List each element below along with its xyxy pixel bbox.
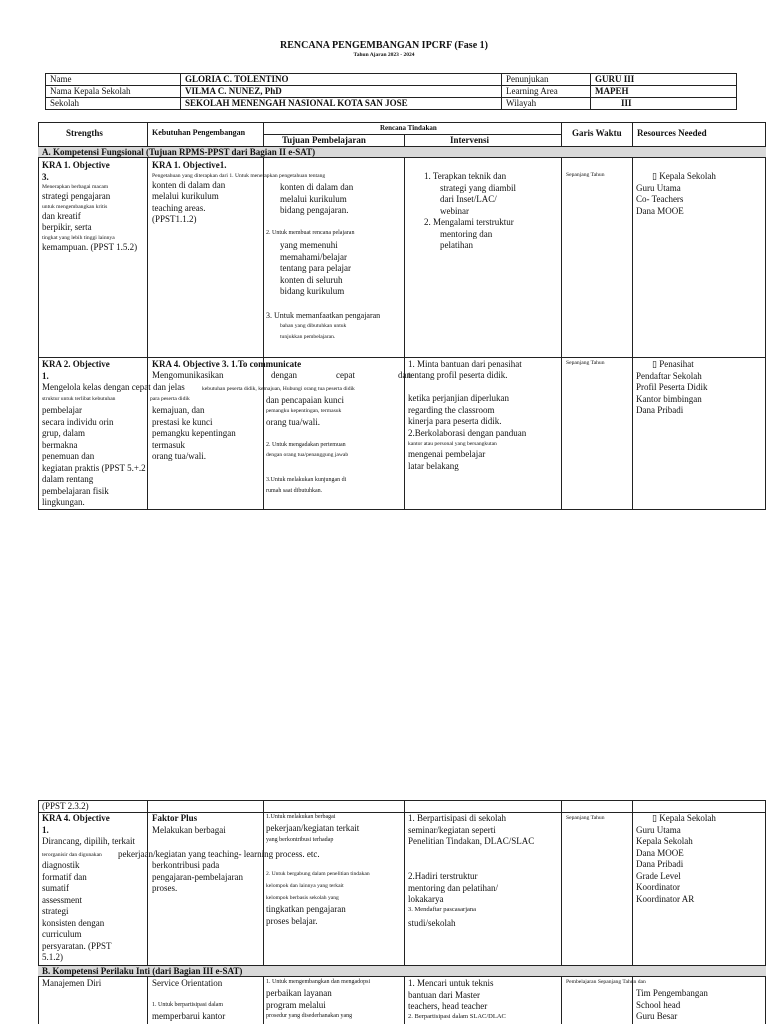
row3-needs-line: berkontribusi pada [152, 860, 220, 870]
row1-resources-line: Co- Teachers [636, 194, 684, 204]
row3-strengths-line: pekerjaan/kegiatan yang teaching- learning process. etc. [118, 849, 320, 859]
row4-goal-line: prosedur yang disederhanakan yang [266, 1013, 353, 1019]
row1-intervention-line: mentoring dan [440, 228, 493, 239]
row3-resources-line: Dana MOOE [636, 847, 684, 858]
row1-needs-line: (PPST1.1.2) [152, 214, 197, 224]
row3-strengths-line: Dirancang, dipilih, terkait [42, 836, 135, 846]
row1-goal-line: tentang para pelajar [280, 263, 351, 273]
document-subtitle: Tahun Ajaran 2023 - 2024 [353, 52, 415, 58]
row3-resources-line: Kepala Sekolah [636, 836, 693, 846]
row3-intervention-line: studi/sekolah [408, 918, 456, 928]
row1-resources-line: Dana MOOE [636, 205, 684, 216]
name-label: Name [46, 74, 181, 86]
row2-resources-line: Pendaftar Sekolah [636, 370, 702, 381]
document-page-2 [0, 796, 768, 1024]
row4-goal-line: 1. Untuk mengembangkan dan mengadopsi [266, 979, 371, 985]
row4-resources [636, 988, 708, 1023]
row2-needs-line: dengan [271, 370, 297, 380]
row1-intervention-line: strategi yang diambil [440, 182, 516, 193]
row3-strengths-line: terorganisir dan digunakan [42, 852, 102, 858]
row2-goal-line: rumah saat dibutuhkan. [266, 488, 323, 494]
row2-goal-line: dan pencapaian kunci [266, 395, 344, 405]
row1-strengths [42, 160, 137, 253]
row2-needs-line: kemajuan, dan [152, 405, 205, 415]
region-value: III [591, 98, 737, 110]
row2-resources-line: Dana Pribadi [636, 405, 684, 415]
row3-goal-rest [266, 904, 346, 927]
row3-needs-rest [152, 860, 243, 895]
row3-goal-line: yang berkontribusi terhadap [266, 837, 334, 843]
row3-intervention-line: Penelitian Tindakan, DLAC/SLAC [408, 836, 535, 846]
row3-strengths-line: assessment [42, 894, 82, 905]
row3-needs-line: Melakukan berbagai [152, 824, 226, 835]
row2-strengths-line: grup, dalam [42, 428, 85, 438]
row3-goal-line: tingkatkan pengajaran [266, 904, 346, 914]
row2-needs-line: orang tua/wali. [152, 451, 206, 461]
row1-intervention-line: 1. Terapkan teknik dan [424, 171, 507, 181]
row2-intervention-2 [408, 449, 485, 472]
row4-resources-line: School head [636, 999, 681, 1010]
row3-resources-line: Guru Utama [636, 824, 681, 835]
row3-goal-line: pekerjaan/kegiatan terkait [266, 823, 360, 833]
row3-timeline: Sepanjang Tahun [566, 815, 605, 821]
row2-strengths-line: kegiatan praktis (PPST 5.+.2 [42, 462, 146, 473]
row3-intervention-line: 2.Hadiri terstruktur [408, 871, 478, 881]
row1-goal-line: yang memenuhi [280, 240, 338, 250]
section-a-heading: A. Kompetensi Fungsional (Tujuan RPMS-PPST dari Bagian II e-SAT) [38, 146, 766, 158]
row1-needs-line: melalui kurikulum [152, 191, 219, 201]
row1-intervention-line: dari Inset/LAC/ [440, 194, 497, 204]
row3-resources-line: Grade Level [636, 870, 681, 881]
area-label: Learning Area [502, 86, 591, 98]
row3-strengths-line: curriculum [42, 929, 82, 939]
row4-needs-line: 1. Untuk berpartisipasi dalam [152, 1002, 223, 1008]
row1-goal-line: konten di dalam dan [280, 182, 354, 192]
row2-goal-line: 3.Untuk melakukan kunjungan di [266, 477, 347, 483]
row4-intervention-line: 1. Mencari untuk teknis [408, 978, 494, 988]
row1-strengths-num: 3. [42, 171, 49, 182]
row2-resources-line: Profil Peserta Didik [636, 382, 708, 392]
row2-intervention-line: tentang profil peserta didik. [408, 370, 508, 380]
row2-strengths-line: struktur untuk terlibat kebutuhan [42, 396, 116, 402]
header-resources: Resources Needed [637, 128, 707, 138]
row1-needs-line: konten di dalam dan [152, 179, 226, 190]
region-label: Wilayah [502, 98, 591, 110]
row2-strengths-line: Mengelola kelas dengan cepat dan jelas [42, 382, 185, 392]
row3-strengths-line: strategi [42, 906, 69, 916]
row3-resources-line: Dana Pribadi [636, 859, 684, 869]
row2-strengths-line: dalam rentang [42, 474, 94, 484]
row1-strengths-line: dan kreatif [42, 210, 81, 221]
row4-strengths: Manajemen Diri [42, 978, 102, 988]
row4-intervention-line: teachers, head teacher [408, 1001, 488, 1011]
row2-strengths-line: kebutuhan peserta didik, kemajuan, Hubungi orang tua peserta didik [202, 386, 355, 392]
row1-strengths-line: Menerapkan berbagai macam [42, 184, 109, 190]
header-strengths: Strengths [66, 128, 103, 138]
row1-strengths-line: strategi pengajaran [42, 191, 111, 201]
row2-strengths-line: secara individu orin [42, 416, 114, 427]
header-needs: Kebutuhan Pengembangan [152, 128, 246, 137]
row3-needs-line: pengajaran-pembelajaran [152, 871, 243, 882]
row3-intervention-line: 3. Mendaftar pascasarjana [408, 906, 477, 913]
row4-intervention [408, 978, 493, 1013]
row2-strengths-line: para peserta didik [150, 396, 190, 402]
row1-resources-line: ▯ Kepala Sekolah [652, 171, 716, 181]
row2-strengths-title: KRA 2. Objective [42, 359, 110, 369]
row2-strengths-rest [42, 405, 146, 509]
school-value: SEKOLAH MENENGAH NASIONAL KOTA SAN JOSE [181, 98, 502, 110]
row3-strengths-num: 1. [42, 824, 49, 835]
row2-intervention [408, 393, 526, 439]
row1-goal-2 [280, 240, 351, 298]
row4-resources-line: Tim Pengembangan [636, 988, 708, 998]
row1-timeline: Sepanjang Tahun [566, 172, 605, 178]
row2-needs-title: KRA 4. Objective 3. 1.To communicate [152, 359, 302, 369]
row3-resources [636, 813, 716, 905]
header-intervention: Intervensi [450, 135, 489, 145]
row3-needs-line: proses. [152, 883, 178, 893]
head-label: Nama Kepala Sekolah [46, 86, 181, 98]
row2-resources-line: Kantor bimbingan [636, 393, 702, 404]
row1-strengths-line: berpikir, serta [42, 222, 92, 232]
row1-strengths-line: tingkat yang lebih tinggi lainnya [42, 234, 115, 241]
row1-resources-line: Guru Utama [636, 182, 681, 193]
row2-goal-line: orang tua/wali. [266, 417, 320, 427]
row3-goal-line: 1.Untuk melakukan berbagai [266, 814, 336, 820]
row2-strengths-line: lingkungan. [42, 497, 85, 507]
row3-strengths [42, 813, 135, 848]
row1-strengths-title: KRA 1. Objective [42, 160, 110, 170]
row4-needs-line: Service Orientation [152, 978, 223, 988]
row3-intervention [408, 813, 534, 848]
school-label: Sekolah [46, 98, 181, 110]
row4-timeline: Pembelajaran Sepanjang Tahun dan [566, 979, 646, 985]
row3-intervention-line: lokakarya [408, 894, 444, 904]
row1-goal-line: 2. Untuk membuat rencana pelajaran [266, 230, 355, 236]
row3-strengths-line: konsisten dengan [42, 917, 105, 928]
row3-goal-line: proses belajar. [266, 915, 318, 926]
row2-intervention-line: 1. Minta bantuan dari penasihat [408, 359, 522, 369]
row1-intervention-line: webinar [440, 205, 469, 216]
row4-goal-line: program melalui [266, 1000, 326, 1010]
row1-resources [636, 171, 716, 217]
position-value: GURU III [591, 74, 737, 86]
row3-intervention-2 [408, 871, 498, 906]
header-timeline: Garis Waktu [572, 128, 622, 138]
document-title: RENCANA PENGEMBANGAN IPCRF (Fase 1) [280, 40, 488, 51]
row3-resources-line: Koordinator AR [636, 893, 695, 904]
row2-intervention-line: regarding the classroom [408, 404, 495, 415]
row1-strengths-line: kemampuan. (PPST 1.5.2) [42, 241, 138, 252]
row1-goal [280, 182, 353, 217]
row2-goal-line: dengan orang tua/penanggung jawab [266, 452, 349, 458]
row1-goal-line: konten di seluruh [280, 274, 343, 285]
row2-strengths-line: bermakna [42, 439, 78, 450]
row2-needs-line: pemangku kepentingan [152, 428, 236, 438]
row4-intervention-line: bantuan dari Master [408, 989, 480, 1000]
row1-goal-line: melalui kurikulum [280, 193, 347, 204]
row2-strengths-num: 1. [42, 370, 49, 381]
row2-intervention-line: 2.Berkolaborasi dengan panduan [408, 427, 527, 438]
row1-strengths-line: untuk mengembangkan kritis [42, 203, 108, 210]
row2-needs-line: termasuk [152, 439, 185, 450]
row2-goal-line: 2. Untuk mengadakan pertemuan [266, 442, 346, 448]
row2-needs-line: cepat [336, 370, 355, 380]
info-table [45, 73, 737, 110]
row1-needs-line: teaching areas. [152, 202, 206, 213]
row3-intervention-line: mentoring dan pelatihan/ [408, 882, 498, 893]
row2-resources [636, 359, 708, 417]
row2-intervention-line: mengenai pembelajar [408, 449, 486, 459]
position-label: Penunjukan [502, 74, 591, 86]
row3-strengths-title: KRA 4. Objective [42, 813, 110, 823]
row1-needs-line: Pengetahuan yang diterapkan dari 1. Untuk menerapkan pengetahuan tentang [152, 172, 326, 179]
row1-needs-title: KRA 1. Objective1. [152, 160, 227, 170]
row2-strengths-line: pembelajar [42, 405, 82, 415]
row3-strengths-rest [42, 860, 112, 964]
row1-intervention-line: pelatihan [440, 240, 473, 250]
row1-intervention [424, 171, 516, 252]
section-b-heading: B. Kompetensi Perilaku Inti (dari Bagian III e-SAT) [38, 965, 766, 977]
row4-intervention-line: 2. Berpartisipasi dalam SLAC/DLAC [408, 1013, 506, 1020]
row2-strengths [42, 359, 110, 382]
row1-intervention-line: 2. Mengalami terstruktur [424, 217, 514, 227]
row1-goal-line: bidang kurikulum [280, 286, 345, 296]
row2-intervention-line: ketika perjanjian diperlukan [408, 393, 509, 403]
row2-strengths-line: penemuan dan [42, 451, 95, 461]
row3-intervention-line: 1. Berpartisipasi di sekolah [408, 813, 506, 823]
row3-strengths-line: 5.1.2) [42, 952, 63, 962]
row2-needs-line: prestasi ke kunci [152, 416, 213, 427]
row2-intervention-line: kantor atau personal yang bersangkutan [408, 441, 497, 447]
row3-strengths-line: formatif dan [42, 871, 87, 882]
row2-goal-line: pemangku kepentingan, termasuk [266, 408, 342, 414]
name-value: GLORIA C. TOLENTINO [181, 74, 502, 86]
header-goal: Tujuan Pembelajaran [282, 135, 366, 145]
row3-goal-line: kelompok berbasis sekolah yang [266, 895, 339, 901]
row2-needs-rest [152, 405, 236, 463]
row1-goal-line: bahan yang dibutuhkan untuk [280, 323, 347, 329]
row2-strengths-line: pembelajaran fisik [42, 485, 109, 496]
continued-ref: (PPST 2.3.2) [42, 801, 89, 811]
row2-needs-line: Mengomunikasikan [152, 370, 224, 380]
row3-strengths-line: diagnostik [42, 860, 80, 870]
row2-intervention-line: latar belakang [408, 460, 459, 471]
row1-goal-line: 3. Untuk memanfaatkan pengajaran [266, 311, 381, 320]
row1-goal-line: bidang pengajaran. [280, 205, 349, 215]
row3-resources-line: ▯ Kepala Sekolah [652, 813, 716, 823]
row3-goal-line: 2. Untuk bergabung dalam penelitian tindakan [266, 871, 370, 877]
area-value: MAPEH [591, 86, 737, 98]
row2-needs-line: dan [398, 370, 411, 380]
row3-strengths-line: persyaratan. (PPST [42, 940, 112, 951]
row1-goal-line: tunjukkan pembelajaran. [280, 334, 336, 340]
row4-needs-line: memperbarui kantor [152, 1011, 226, 1021]
row3-needs [152, 813, 226, 836]
row1-goal-line: memahami/belajar [280, 251, 347, 262]
row4-resources-line: Guru Besar [636, 1011, 678, 1021]
row2-resources-line: ▯ Penasihat [652, 359, 694, 369]
row3-needs-title: Faktor Plus [152, 813, 198, 823]
head-value: VILMA C. NUNEZ, PhD [181, 86, 502, 98]
row3-intervention-line: seminar/kegiatan seperti [408, 824, 496, 835]
page-gap [0, 520, 768, 796]
row2-intervention-line: kinerja para peserta didik. [408, 416, 502, 426]
row4-goal-line: perbaikan layanan [266, 988, 332, 998]
row3-strengths-line: sumatif [42, 883, 69, 893]
header-plan: Rencana Tindakan [380, 124, 437, 132]
row3-resources-line: Koordinator [636, 882, 680, 892]
row2-timeline: Sepanjang Tahun [566, 360, 605, 366]
row3-goal-line: kelompok dan lainnya yang terkait [266, 883, 344, 889]
